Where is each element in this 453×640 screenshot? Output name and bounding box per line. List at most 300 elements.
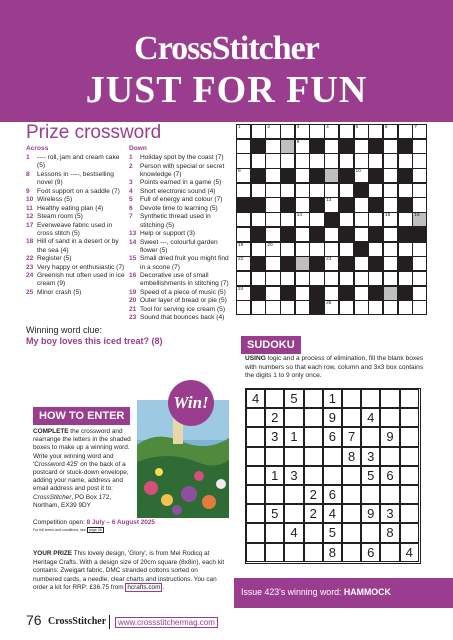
crossword-cell-number: 8 [296, 139, 300, 145]
clue-item [129, 163, 233, 179]
crossword-cell[interactable] [354, 124, 369, 139]
winner-word: HAMMOCK [343, 587, 391, 597]
crossword-cell[interactable] [339, 300, 354, 315]
crossword-cell[interactable] [324, 197, 339, 212]
sudoku-cell[interactable] [246, 504, 265, 523]
crossword-cell[interactable] [412, 124, 427, 139]
clue-text: Foot support on a saddle (7) [37, 187, 120, 195]
sudoku-cell[interactable]: 9 [380, 427, 399, 446]
crossword-cell[interactable] [324, 271, 339, 286]
crossword-cell[interactable] [236, 212, 251, 227]
sudoku-cell[interactable]: 2 [304, 504, 323, 523]
sudoku-cell[interactable] [400, 466, 419, 485]
crossword-cell[interactable] [398, 212, 413, 227]
sudoku-cell[interactable]: 4 [323, 504, 342, 523]
crossword-cell[interactable] [295, 153, 310, 168]
crossword-cell[interactable] [251, 212, 266, 227]
crossword-shaded-cell[interactable] [280, 139, 295, 154]
crossword-cell[interactable] [383, 300, 398, 315]
crossword-black-cell [354, 242, 369, 257]
crossword-cell[interactable] [309, 183, 324, 198]
crossword-cell[interactable] [251, 183, 266, 198]
sudoku-cell[interactable] [361, 427, 380, 446]
sudoku-cell[interactable] [400, 504, 419, 523]
sudoku-cell[interactable] [284, 504, 303, 523]
crossword-black-cell [309, 300, 324, 315]
crossword-cell[interactable] [354, 197, 369, 212]
crossword-cell[interactable] [295, 242, 310, 257]
crossword-cell-number: 3 [296, 125, 300, 130]
clue-item [129, 205, 233, 213]
sudoku-cell[interactable] [246, 523, 265, 542]
crossword-cell[interactable] [236, 256, 251, 271]
sudoku-grid[interactable] [245, 388, 421, 564]
sudoku-cell[interactable]: 3 [361, 447, 380, 466]
crossword-black-cell [398, 168, 413, 183]
sudoku-cell[interactable]: 3 [265, 427, 284, 446]
crossword-cell[interactable] [383, 139, 398, 154]
sudoku-cell[interactable] [342, 466, 361, 485]
sudoku-cell[interactable]: 6 [323, 427, 342, 446]
clue-item [129, 230, 233, 238]
crossword-cell[interactable] [354, 139, 369, 154]
crossword-cell[interactable] [309, 271, 324, 286]
sudoku-cell[interactable]: 1 [323, 389, 342, 408]
sudoku-cell[interactable] [304, 447, 323, 466]
crossword-cell[interactable] [383, 242, 398, 257]
crossword-cell[interactable] [236, 286, 251, 301]
crossword-cell[interactable] [236, 124, 251, 139]
sudoku-cell[interactable]: 4 [246, 389, 265, 408]
sudoku-cell[interactable]: 1 [265, 466, 284, 485]
down-clues [129, 145, 233, 323]
footer-website-link[interactable]: www.crossstitchermag.com [115, 617, 218, 628]
crossword-cell[interactable] [412, 197, 427, 212]
crossword-cell[interactable] [354, 286, 369, 301]
clue-text: Help or support (3) [140, 230, 195, 238]
crossword-cell[interactable] [236, 168, 251, 183]
sudoku-cell[interactable]: 6 [380, 466, 399, 485]
crossword-cell[interactable] [265, 153, 280, 168]
clue-item [26, 222, 126, 238]
crossword-cell[interactable] [383, 124, 398, 139]
crossword-cell[interactable] [339, 183, 354, 198]
crossword-cell[interactable] [280, 212, 295, 227]
crossword-cell[interactable] [309, 124, 324, 139]
crossword-cell[interactable] [412, 168, 427, 183]
crossword-cell[interactable] [265, 124, 280, 139]
crossword-cell[interactable] [324, 227, 339, 242]
section-title: JUST FOR FUN [85, 69, 368, 111]
clue-item [129, 306, 233, 314]
sudoku-cell[interactable]: 5 [323, 523, 342, 542]
crossword-cell[interactable] [295, 183, 310, 198]
sudoku-cell[interactable] [342, 504, 361, 523]
crossword-cell[interactable] [265, 242, 280, 257]
terms-note [33, 528, 104, 532]
crossword-cell[interactable] [368, 212, 383, 227]
crossword-cell[interactable] [339, 212, 354, 227]
crossword-cell[interactable] [368, 242, 383, 257]
sudoku-cell[interactable] [342, 543, 361, 562]
crossword-cell[interactable] [265, 139, 280, 154]
crossword-cell[interactable] [295, 139, 310, 154]
sudoku-cell[interactable] [400, 408, 419, 427]
crossword-cell-number: 12 [311, 198, 317, 204]
crossword-cell[interactable] [339, 153, 354, 168]
crossword-black-cell [339, 256, 354, 271]
crossword-black-cell [354, 183, 369, 198]
clue-number: 1 [26, 154, 30, 162]
crossword-cell[interactable] [295, 300, 310, 315]
crossword-black-cell [398, 256, 413, 271]
crossword-cell[interactable] [324, 153, 339, 168]
clue-item [26, 213, 126, 221]
sudoku-cell[interactable]: 4 [284, 523, 303, 542]
crossword-grid[interactable] [236, 124, 427, 315]
clue-number: 1 [129, 154, 133, 162]
crossword-cell[interactable] [354, 300, 369, 315]
crossword-black-cell [398, 286, 413, 301]
crossword-cell[interactable] [236, 153, 251, 168]
clue-number: 5 [129, 196, 133, 204]
crossword-cell[interactable] [265, 183, 280, 198]
sudoku-cell[interactable] [265, 485, 284, 504]
crossword-cell[interactable] [295, 124, 310, 139]
crossword-cell[interactable] [251, 271, 266, 286]
clue-item [129, 314, 233, 322]
crossword-cell[interactable] [324, 286, 339, 301]
crossword-black-cell [324, 212, 339, 227]
crossword-cell[interactable] [265, 168, 280, 183]
crossword-cell[interactable] [354, 256, 369, 271]
clue-text: Decorative use of small embellishments in stitching (7) [140, 272, 229, 288]
clue-item [26, 255, 126, 263]
crossword-cell[interactable] [398, 124, 413, 139]
crossword-cell[interactable] [251, 153, 266, 168]
crossword-cell[interactable] [354, 227, 369, 242]
sudoku-cell[interactable] [380, 408, 399, 427]
sudoku-cell[interactable] [246, 408, 265, 427]
crossword-cell[interactable] [324, 183, 339, 198]
clue-number: 17 [26, 221, 34, 229]
header-banner [0, 0, 453, 122]
sudoku-cell[interactable] [304, 523, 323, 542]
across-heading: Across [26, 145, 49, 152]
sudoku-cell[interactable] [380, 447, 399, 466]
crossword-cell[interactable] [383, 197, 398, 212]
down-heading: Down [129, 145, 147, 152]
crossword-cell[interactable] [383, 271, 398, 286]
clue-text: ---- roll, jam and cream cake (5) [37, 154, 120, 170]
crossword-cell[interactable] [383, 168, 398, 183]
crossword-cell[interactable] [383, 153, 398, 168]
crossword-cell[interactable] [280, 153, 295, 168]
terms-text: For full terms and conditions, see [33, 528, 87, 532]
sudoku-cell[interactable] [265, 389, 284, 408]
how-to-lead: COMPLETE [33, 428, 69, 435]
sudoku-cell[interactable] [400, 389, 419, 408]
crossword-cell[interactable] [383, 256, 398, 271]
sudoku-cell[interactable] [380, 485, 399, 504]
crossword-cell[interactable] [265, 286, 280, 301]
crossword-black-cell [309, 197, 324, 212]
sudoku-cell[interactable] [342, 523, 361, 542]
crossword-cell[interactable] [265, 256, 280, 271]
clue-number: 21 [129, 305, 137, 313]
crossword-shaded-cell[interactable] [324, 168, 339, 183]
clue-item [26, 238, 126, 254]
sudoku-cell[interactable] [265, 447, 284, 466]
crossword-cell[interactable] [354, 212, 369, 227]
competition-dates [33, 519, 213, 526]
clue-item [129, 213, 233, 229]
sudoku-cell[interactable] [284, 485, 303, 504]
crossword-cell[interactable] [236, 271, 251, 286]
clue-text: Register (5) [37, 255, 72, 263]
crossword-cell[interactable] [265, 300, 280, 315]
crossword-cell[interactable] [412, 271, 427, 286]
clue-item [26, 196, 126, 204]
crossword-cell[interactable] [251, 124, 266, 139]
crossword-cell[interactable] [324, 256, 339, 271]
crossword-cell[interactable] [265, 227, 280, 242]
sudoku-cell[interactable] [400, 523, 419, 542]
crossword-cell[interactable] [412, 256, 427, 271]
sudoku-cell[interactable]: 4 [361, 408, 380, 427]
sudoku-cell[interactable] [246, 485, 265, 504]
crossword-black-cell [251, 139, 266, 154]
clue-number: 18 [26, 238, 34, 246]
crossword-cell-number: 15 [384, 213, 391, 219]
sudoku-cell[interactable] [342, 485, 361, 504]
crossword-shaded-cell[interactable] [295, 256, 310, 271]
crossword-cell[interactable] [324, 300, 339, 315]
sudoku-cell[interactable] [400, 485, 419, 504]
crossword-black-cell [368, 286, 383, 301]
winning-clue-label: Winning word clue: [26, 325, 103, 335]
win-badge: Win! [168, 380, 214, 426]
crossword-cell[interactable] [280, 242, 295, 257]
clue-number: 6 [129, 204, 133, 212]
clue-number: 23 [129, 314, 137, 322]
crossword-cell[interactable] [354, 153, 369, 168]
crossword-cell[interactable] [324, 139, 339, 154]
sudoku-cell[interactable]: 6 [361, 543, 380, 562]
crossword-cell-number: 23 [326, 257, 332, 263]
sudoku-cell[interactable] [246, 543, 265, 562]
crossword-cell[interactable] [265, 212, 280, 227]
clue-text: Points earned in a game (5) [140, 179, 222, 187]
crossword-cell[interactable] [383, 183, 398, 198]
sudoku-cell[interactable]: 2 [304, 485, 323, 504]
crossword-cell[interactable] [295, 197, 310, 212]
clue-number: 15 [129, 255, 137, 263]
sudoku-cell[interactable] [304, 543, 323, 562]
sudoku-cell[interactable] [304, 466, 323, 485]
crossword-cell[interactable] [354, 271, 369, 286]
prize-body: This lovely design, 'Glory', is from Mel Rodicq at Heritage Crafts. With a design size of 20cm square (8x8in), each kit contains: Zweigart fabric, DMC stranded cottons sorted on numbered cards, a needle, clear charts and instructions. You can order a kit for RRP: £36.75 from [33, 550, 225, 592]
crossword-cell[interactable] [324, 124, 339, 139]
crossword-cell[interactable] [265, 197, 280, 212]
sudoku-cell[interactable] [400, 427, 419, 446]
sudoku-cell[interactable] [284, 543, 303, 562]
sudoku-cell[interactable]: 9 [323, 408, 342, 427]
crossword-cell[interactable] [295, 212, 310, 227]
crossword-cell[interactable] [339, 271, 354, 286]
sudoku-cell[interactable] [323, 447, 342, 466]
crossword-cell[interactable] [236, 242, 251, 257]
crossword-black-cell [368, 139, 383, 154]
sudoku-cell[interactable] [380, 389, 399, 408]
crossword-cell[interactable] [280, 124, 295, 139]
crossword-cell[interactable] [324, 242, 339, 257]
terms-link[interactable]: page 98 [88, 528, 102, 532]
sudoku-cell[interactable]: 3 [380, 504, 399, 523]
crossword-black-cell [309, 139, 324, 154]
crossword-cell[interactable] [236, 183, 251, 198]
crossword-cell[interactable] [280, 271, 295, 286]
sudoku-cell[interactable]: 5 [265, 504, 284, 523]
crossword-cell[interactable] [280, 183, 295, 198]
crossword-cell-number: 19 [238, 242, 244, 248]
sudoku-cell[interactable] [380, 543, 399, 562]
sudoku-cell[interactable] [284, 408, 303, 427]
crossword-black-cell [368, 227, 383, 242]
crossword-cell[interactable] [236, 139, 251, 154]
sudoku-cell[interactable]: 3 [284, 466, 303, 485]
sudoku-cell[interactable] [246, 427, 265, 446]
crossword-cell[interactable] [412, 153, 427, 168]
sudoku-cell[interactable]: 8 [380, 523, 399, 542]
sudoku-cell[interactable] [246, 466, 265, 485]
sudoku-cell[interactable] [265, 523, 284, 542]
crossword-cell[interactable] [265, 271, 280, 286]
page-number: 76 [26, 612, 42, 628]
crossword-black-cell [309, 286, 324, 301]
crossword-cell[interactable] [236, 300, 251, 315]
sudoku-cell[interactable] [323, 466, 342, 485]
crossword-cell[interactable] [398, 183, 413, 198]
sudoku-cell[interactable]: 7 [342, 427, 361, 446]
sudoku-cell[interactable] [304, 389, 323, 408]
crossword-cell-number: 24 [238, 286, 244, 292]
crossword-cell[interactable] [339, 242, 354, 257]
crossword-cell-number: 7 [414, 125, 417, 130]
crossword-cell[interactable] [412, 300, 427, 315]
how-to-body-2: , PO Box 172, Northam, EX39 9DY [33, 493, 112, 509]
crossword-black-cell [398, 227, 413, 242]
crossword-black-cell [280, 227, 295, 242]
sudoku-cell[interactable] [284, 447, 303, 466]
sudoku-cell[interactable]: 5 [361, 466, 380, 485]
crossword-cell[interactable] [368, 300, 383, 315]
crossword-cell-number: 1 [238, 125, 241, 130]
crossword-cell[interactable] [383, 212, 398, 227]
crossword-cell[interactable] [368, 153, 383, 168]
crossword-cell[interactable] [309, 212, 324, 227]
sudoku-cell[interactable] [265, 543, 284, 562]
sudoku-cell[interactable]: 1 [284, 427, 303, 446]
sudoku-instructions [245, 355, 425, 381]
sudoku-cell[interactable]: 9 [361, 504, 380, 523]
clue-text: Full of energy and colour (7) [140, 196, 223, 204]
crossword-cell-number: 25 [326, 301, 332, 307]
down-clue-list [129, 154, 233, 322]
sudoku-banner: SUDOKU [241, 336, 301, 354]
clue-number: 13 [129, 230, 137, 238]
sudoku-cell[interactable]: 2 [265, 408, 284, 427]
crossword-cell[interactable] [295, 286, 310, 301]
crossword-cell-number: 4 [326, 125, 329, 130]
crossword-cell[interactable] [354, 168, 369, 183]
crossword-black-cell [339, 168, 354, 183]
crossword-cell[interactable] [251, 242, 266, 257]
sudoku-cell[interactable] [342, 408, 361, 427]
kit-order-link[interactable]: hcrafts.com [127, 584, 161, 592]
crossword-cell[interactable] [412, 139, 427, 154]
clue-item [129, 188, 233, 196]
how-to-body-1: the crossword and rearrange the letters in the shaded boxes to make up a winning word. Write your winning word and 'Crossword 425' on the back of a postcard or stuck-down envelope, adding your name, address and email address and post it to: [33, 428, 131, 493]
crossword-cell[interactable] [236, 227, 251, 242]
sudoku-cell[interactable] [246, 447, 265, 466]
sudoku-cell[interactable] [361, 523, 380, 542]
crossword-cell[interactable] [295, 227, 310, 242]
crossword-cell[interactable] [309, 242, 324, 257]
crossword-cell[interactable] [398, 153, 413, 168]
sudoku-cell[interactable] [304, 408, 323, 427]
crossword-cell-number: 11 [238, 198, 243, 204]
crossword-cell[interactable] [368, 271, 383, 286]
crossword-cell[interactable] [398, 271, 413, 286]
across-clues [26, 145, 126, 297]
clue-number: 11 [26, 204, 33, 212]
clue-number: 8 [26, 170, 30, 178]
crossword-cell[interactable] [251, 300, 266, 315]
sudoku-cell[interactable] [400, 447, 419, 466]
crossword-cell[interactable] [412, 242, 427, 257]
crossword-black-cell [236, 197, 251, 212]
clue-text: Outer layer of bread or pie (5) [140, 297, 227, 305]
sudoku-cell[interactable]: 4 [400, 543, 419, 562]
crossword-shaded-cell[interactable] [383, 286, 398, 301]
sudoku-cell[interactable]: 8 [342, 447, 361, 466]
crossword-cell[interactable] [368, 183, 383, 198]
crossword-cell[interactable] [339, 124, 354, 139]
sudoku-cell[interactable] [304, 427, 323, 446]
sudoku-cell[interactable] [361, 389, 380, 408]
crossword-black-cell [339, 286, 354, 301]
crossword-cell-number: 10 [355, 169, 361, 175]
sudoku-cell[interactable]: 8 [323, 543, 342, 562]
crossword-cell[interactable] [383, 227, 398, 242]
crossword-cell[interactable] [398, 242, 413, 257]
crossword-cell[interactable] [280, 300, 295, 315]
crossword-cell[interactable] [295, 271, 310, 286]
clue-number: 10 [26, 196, 34, 204]
sudoku-cell[interactable] [361, 485, 380, 504]
sudoku-cell[interactable] [342, 389, 361, 408]
crossword-cell[interactable] [412, 183, 427, 198]
sudoku-cell[interactable]: 6 [323, 485, 342, 504]
crossword-cell[interactable] [309, 153, 324, 168]
sudoku-cell[interactable]: 5 [284, 389, 303, 408]
crossword-cell[interactable] [412, 286, 427, 301]
crossword-cell[interactable] [368, 124, 383, 139]
crossword-cell[interactable] [398, 300, 413, 315]
crossword-cell[interactable] [295, 168, 310, 183]
crossword-shaded-cell[interactable] [412, 212, 427, 227]
